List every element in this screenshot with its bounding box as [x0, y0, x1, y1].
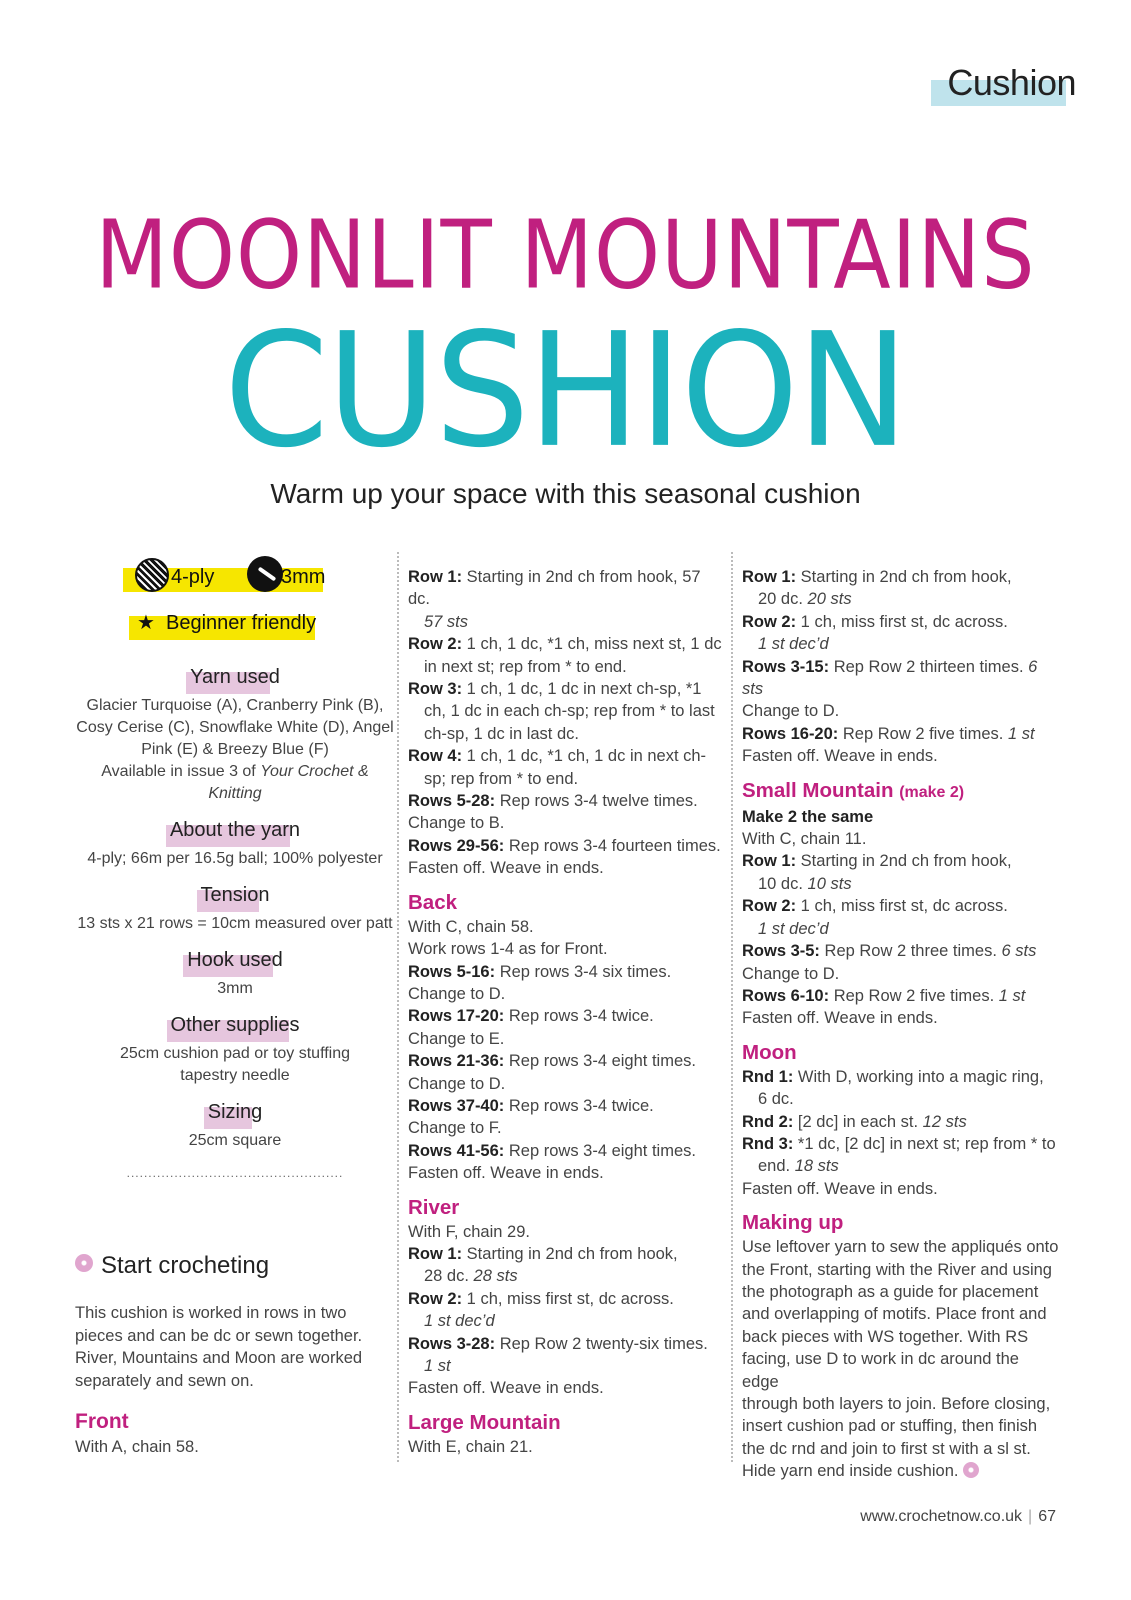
dotted-divider: ..................................................	[126, 1166, 344, 1180]
yarn-ball-icon	[135, 558, 169, 592]
title-line-2: CUSHION	[223, 300, 908, 483]
spec-about-yarn	[75, 819, 395, 870]
spec-heading: Tension	[197, 884, 274, 907]
spec-text: 3mm	[217, 980, 253, 997]
end-flower-icon	[963, 1462, 979, 1478]
spec-tension	[75, 884, 395, 935]
instructions-column-3: Row 1: Starting in 2nd ch from hook, 20 dc. 20 sts Row 2: 1 ch, miss first st, dc across. 1 st dec’d Rows 3-15: Rep Row 2 thirteen times. 6 sts Change to D. Rows 16-20: Rep Row 2 five times. 1 st Fasten off. Weave in ends. Small Mountain (make 2) Make 2 the same With C, chain 11. Row 1: Starting in 2nd ch from hook, 10 dc. 10 sts Row 2: 1 ch, miss first st, dc across. 1 st dec’d Rows 3-5: Rep Row 2 three times. 6 sts Change to D. Rows 6-10: Rep Row 2 five times. 1 st Fasten off. Weave in ends. Moon Rnd 1: With D, working into a magic ring, 6 dc. Rnd 2: [2 dc] in each st. 12 sts Rnd 3: *1 dc, [2 dc] in next st; rep from * to end. 18 sts Fasten off. Weave in ends. Making up Use leftover yarn to sew the appliqués onto the Front, starting with the River and using the photograph as a guide for placement and overlapping of motifs. Place front and back pieces with WS together. With RS facing, use D to work in dc around the edge through both layers to join. Before closing, insert cushion pad or stuffing, then finish the dc rnd and join to first st with a sl st. Hide yarn end inside cushion.	[742, 568, 1059, 1481]
crochet-hook-icon	[247, 556, 283, 592]
spec-heading: Hook used	[183, 949, 287, 972]
flower-icon	[75, 1254, 93, 1272]
section-tag: Cushion	[947, 62, 1076, 103]
spec-text: 25cm square	[188, 1132, 282, 1149]
level-badge: Beginner friendly	[166, 612, 317, 634]
spec-text: 4-ply; 66m per 16.5g ball; 100% polyester	[87, 850, 383, 867]
front-text: With A, chain 58.	[75, 1438, 199, 1456]
column-divider	[397, 552, 399, 1462]
subtitle: Warm up your space with this seasonal cushion	[270, 478, 861, 509]
spec-text: 25cm cushion pad or toy stuffing tapestry needle	[119, 1045, 351, 1084]
star-icon: ★	[137, 612, 155, 634]
spec-text: Glacier Turquoise (A), Cranberry Pink (B), Cosy Cerise (C), Snowflake White (D), Angel Pink (E) & Breezy Blue (F) Available in issue 3 of Your Crochet & Knitting	[76, 697, 394, 802]
spec-heading: Sizing	[204, 1101, 266, 1124]
page-number: 67	[1038, 1508, 1056, 1525]
yarn-weight-badge: 4-ply	[171, 566, 215, 588]
footer: www.crochetnow.co.uk | 67	[860, 1508, 1056, 1525]
title-line-1: MOONLIT MOUNTAINS	[95, 200, 1036, 310]
hook-size-badge: 3mm	[281, 566, 326, 588]
intro-text: This cushion is worked in rows in two pieces and can be dc or sewn together. River, Mountains and Moon are worked separately and sewn on.	[75, 1304, 363, 1390]
spec-heading: Other supplies	[167, 1014, 304, 1037]
front-heading: Front	[75, 1410, 129, 1433]
instructions-column-2: Row 1: Starting in 2nd ch from hook, 57 dc. 57 sts Row 2: 1 ch, 1 dc, *1 ch, miss next st, 1 dc in next st; rep from * to end. Row 3: 1 ch, 1 dc, 1 dc in next ch-sp, *1 ch, 1 dc in each ch-sp; rep from * to last ch-sp, 1 dc in last dc. Row 4: 1 ch, 1 dc, *1 ch, 1 dc in next ch- sp; rep from * to end. Rows 5-28: Rep rows 3-4 twelve times. Change to B. Rows 29-56: Rep rows 3-4 fourteen times. Fasten off. Weave in ends. Back With C, chain 58. Work rows 1-4 as for Front. Rows 5-16: Rep rows 3-4 six times. Change to D. Rows 17-20: Rep rows 3-4 twice. Change to E. Rows 21-36: Rep rows 3-4 eight times. Change to D. Rows 37-40: Rep rows 3-4 twice. Change to F. Rows 41-56: Rep rows 3-4 eight times. Fasten off. Weave in ends. River With F, chain 29. Row 1: Starting in 2nd ch from hook, 28 dc. 28 sts Row 2: 1 ch, miss first st, dc across. 1 st dec’d Rows 3-28: Rep Row 2 twenty-six times. 1 st Fasten off. Weave in ends. Large Mountain With E, chain 21.	[408, 568, 722, 1456]
footer-url[interactable]: www.crochetnow.co.uk	[860, 1508, 1023, 1525]
pattern-info-column	[75, 556, 395, 1194]
column-divider	[731, 552, 733, 1462]
spec-text: 13 sts x 21 rows = 10cm measured over patt	[77, 915, 393, 932]
start-heading: Start crocheting	[75, 1252, 269, 1280]
spec-hook-used	[75, 949, 395, 1000]
badges	[75, 556, 395, 666]
spec-sizing	[75, 1101, 395, 1152]
spec-heading: About the yarn	[166, 819, 304, 842]
spec-heading: Yarn used	[186, 666, 284, 689]
spec-yarn-used	[75, 666, 395, 805]
spec-other-supplies	[75, 1014, 395, 1087]
